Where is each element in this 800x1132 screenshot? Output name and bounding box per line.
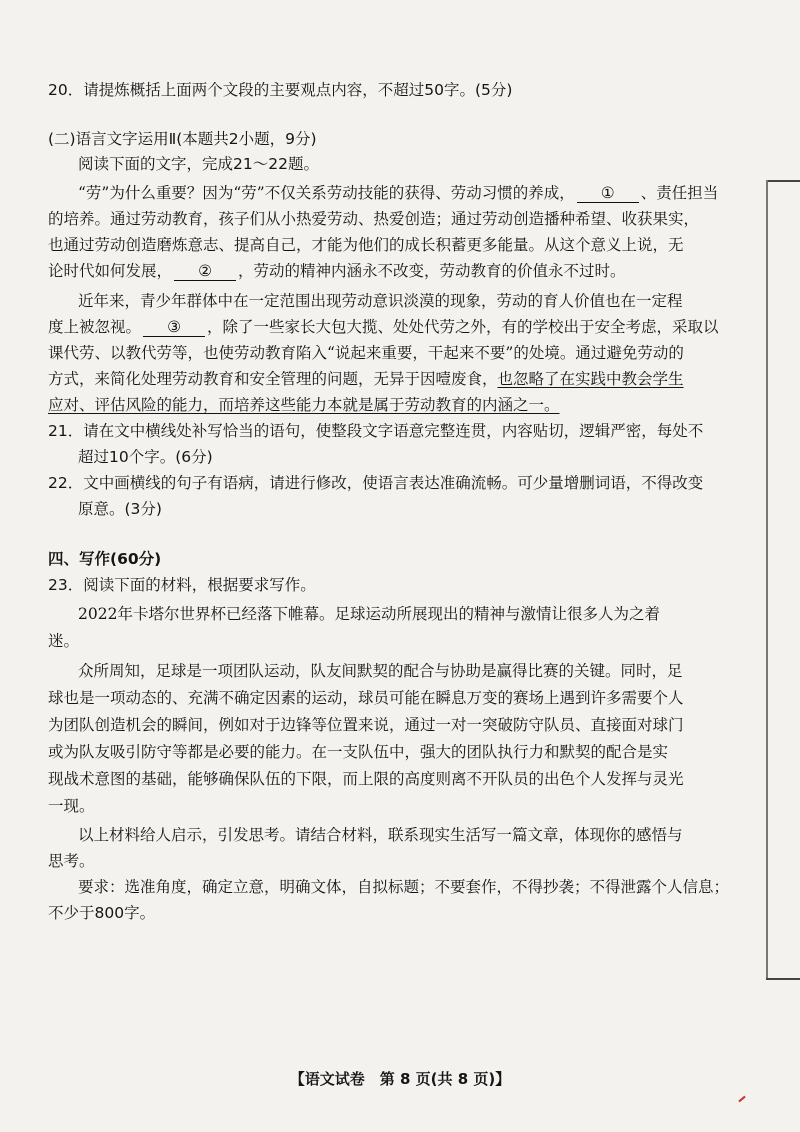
question-23: 23．阅读下面的材料，根据要求写作。 xyxy=(48,576,316,594)
section-2-heading: (二)语言文字运用Ⅱ(本题共2小题，9分) xyxy=(48,130,317,148)
question-21-line-2: 超过10个字。(6分) xyxy=(78,448,213,466)
passage-p1-line-3: 也通过劳动创造磨炼意志、提高自己，才能为他们的成长积蓄更多能量。从这个意义上说，无 xyxy=(48,236,684,254)
passage-p1-line-1 xyxy=(78,182,718,204)
blank-2 xyxy=(174,262,236,281)
blank-1 xyxy=(577,184,639,203)
pen-mark xyxy=(738,1096,745,1103)
question-22-line-1: 22．文中画横线的句子有语病，请进行修改，使语言表达准确流畅。可少量增删词语，不得改变 xyxy=(48,474,704,492)
passage-text: “劳”为什么重要？因为“劳”不仅关系劳动技能的获得、劳动习惯的养成， xyxy=(78,184,575,202)
blank-3-label: ③ xyxy=(167,318,181,336)
passage-p1-line-2: 的培养。通过劳动教育，孩子们从小热爱劳动、热爱创造；通过劳动创造播种希望、收获果实， xyxy=(48,210,700,228)
material-p1-line-2: 迷。 xyxy=(48,632,80,650)
prompt-line-1: 以上材料给人启示，引发思考。请结合材料，联系现实生活写一篇文章，体现你的感悟与 xyxy=(78,826,683,844)
question-22-line-2: 原意。(3分) xyxy=(78,500,162,518)
binding-edge-line xyxy=(766,180,768,980)
section-4-heading: 四、写作(60分) xyxy=(48,550,162,568)
passage-text: 度上被忽视。 xyxy=(48,318,142,336)
passage-text: 方式，来简化处理劳动教育和安全管理的问题，无异于因噎废食， xyxy=(48,370,498,388)
material-p2-line-6: 一现。 xyxy=(48,797,95,815)
blank-2-label: ② xyxy=(198,262,212,280)
passage-p2-line-3: 课代劳、以教代劳等，也使劳动教育陷入“说起来重要，干起来不要”的处境。通过避免劳动的 xyxy=(48,344,684,362)
prompt-line-2: 思考。 xyxy=(48,852,95,870)
material-p2-line-3: 为团队创造机会的瞬间，例如对于边锋等位置来说，通过一对一突破防守队员、直接面对球门 xyxy=(48,716,684,734)
binding-mark-top xyxy=(766,180,800,182)
question-20: 20．请提炼概括上面两个文段的主要观点内容，不超过50字。(5分) xyxy=(48,81,513,99)
blank-1-label: ① xyxy=(600,184,615,202)
requirements-line-2: 不少于800字。 xyxy=(48,904,156,922)
page-footer: 【语文试卷 第 8 页(共 8 页)】 xyxy=(289,1070,511,1088)
material-p2-line-2: 球也是一项动态的、充满不确定因素的运动，球员可能在瞬息万变的赛场上遇到许多需要个人 xyxy=(48,689,684,707)
passage-text: 论时代如何发展， xyxy=(48,262,173,280)
binding-mark-bottom xyxy=(766,978,800,980)
material-p1-line-1: 2022年卡塔尔世界杯已经落下帷幕。足球运动所展现出的精神与激情让很多人为之着 xyxy=(78,605,660,623)
passage-p1-line-4 xyxy=(48,260,626,282)
blank-3 xyxy=(143,318,205,337)
requirements-line-1: 要求：选准角度，确定立意，明确文体，自拟标题；不要套作，不得抄袭；不得泄露个人信息； xyxy=(78,878,730,896)
passage-p2-line-5: 应对、评估风险的能力，而培养这些能力本就是属于劳动教育的内涵之一。 xyxy=(48,396,560,414)
material-p2-line-1: 众所周知，足球是一项团队运动，队友间默契的配合与协助是赢得比赛的关键。同时，足 xyxy=(78,662,683,680)
question-21-line-1: 21．请在文中横线处补写恰当的语句，使整段文字语意完整连贯，内容贴切，逻辑严密，每处不 xyxy=(48,422,704,440)
section-2-instruction: 阅读下面的文字，完成21～22题。 xyxy=(78,155,319,173)
passage-p2-line-1: 近年来，青少年群体中在一定范围出现劳动意识淡漠的现象，劳动的育人价值也在一定程 xyxy=(78,292,683,310)
passage-p2-line-4 xyxy=(48,368,684,390)
passage-text: ，劳动的精神内涵永不改变，劳动教育的价值永不过时。 xyxy=(238,262,626,280)
material-p2-line-4: 或为队友吸引防守等都是必要的能力。在一支队伍中，强大的团队执行力和默契的配合是实 xyxy=(48,743,669,761)
underlined-sentence: 也忽略了在实践中教会学生 xyxy=(497,370,684,388)
material-p2-line-5: 现战术意图的基础，能够确保队伍的下限，而上限的高度则离不开队员的出色个人发挥与灵光 xyxy=(48,770,684,788)
passage-p2-line-2 xyxy=(48,316,719,338)
passage-text: 、责任担当 xyxy=(640,184,719,202)
passage-text: ，除了一些家长大包大揽、处处代劳之外，有的学校出于安全考虑，采取以 xyxy=(207,318,719,336)
